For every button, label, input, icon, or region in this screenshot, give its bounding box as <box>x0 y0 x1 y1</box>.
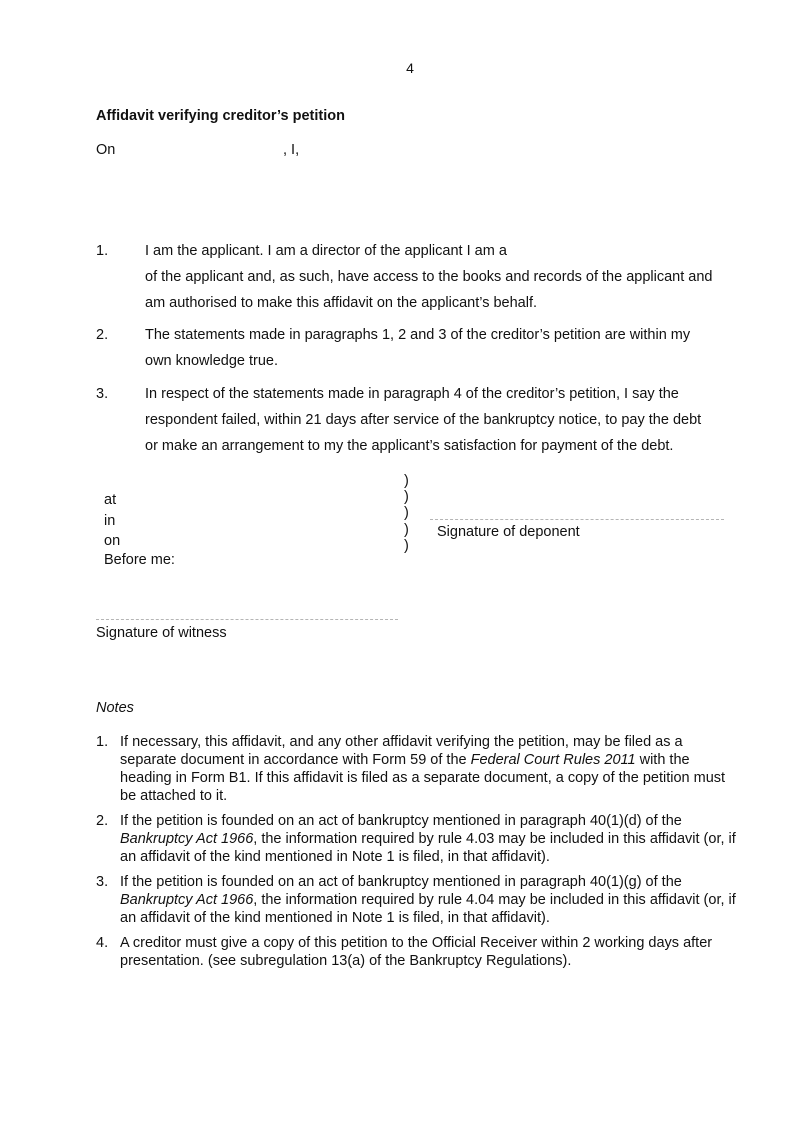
jurat-bracket: ) <box>404 522 409 538</box>
note-text: If necessary, this affidavit, and any other affidavit verifying the petition, may be filed as a separate document in accordance with Form 59 of the <box>120 734 683 768</box>
i-label: , I, <box>283 142 300 158</box>
document-heading: Affidavit verifying creditor’s petition <box>96 108 345 124</box>
notes-list <box>96 733 736 977</box>
note-number: 3. <box>96 874 109 890</box>
paragraph-line: I am the applicant. I am a director of the applicant I am a <box>145 243 507 259</box>
note-text: , the information required by rule 4.04 may be included in this affidavit (or, if an affidavit of the kind mentioned in Note 1 is filed, in that affidavit). <box>120 892 736 926</box>
jurat-bracket: ) <box>404 538 409 554</box>
note-number: 1. <box>96 734 109 750</box>
paragraph-line: or make an arrangement to my the applicant’s satisfaction for payment of the debt. <box>145 438 674 454</box>
paragraph-line: own knowledge true. <box>145 353 278 369</box>
deponent-signature-label: Signature of deponent <box>437 524 580 540</box>
paragraph-line: respondent failed, within 21 days after service of the bankruptcy notice, to pay the debt <box>145 412 702 428</box>
jurat-bracket: ) <box>404 473 409 489</box>
jurat-bracket: ) <box>404 489 409 505</box>
paragraph-number: 3. <box>96 386 109 402</box>
on-label: On <box>96 142 116 158</box>
witness-signature-line <box>96 619 398 620</box>
paragraph-3 <box>96 381 736 459</box>
jurat-on-label: on <box>104 533 121 549</box>
notes-title: Notes <box>96 700 134 716</box>
note-text: A creditor must give a copy of this petition to the Official Receiver within 2 working days after presentation. (see subregulation 13(a) of the Bankruptcy Regulations). <box>120 935 713 969</box>
note-item <box>96 873 736 927</box>
deponent-signature-line <box>430 519 724 520</box>
note-item <box>96 934 736 970</box>
page-number: 4 <box>406 60 414 76</box>
note-item <box>96 812 736 866</box>
paragraph-line: The statements made in paragraphs 1, 2 and 3 of the creditor’s petition are within my <box>145 327 691 343</box>
jurat-before-me-label: Before me: <box>104 552 175 568</box>
paragraph-line: of the applicant and, as such, have access to the books and records of the applicant and <box>145 269 713 285</box>
note-text: If the petition is founded on an act of bankruptcy mentioned in paragraph 40(1)(d) of the <box>120 813 682 829</box>
note-text: , the information required by rule 4.03 may be included in this affidavit (or, if an affidavit of the kind mentioned in Note 1 is filed, in that affidavit). <box>120 831 736 865</box>
note-citation: Bankruptcy Act 1966 <box>120 831 254 847</box>
jurat-in-label: in <box>104 513 116 529</box>
paragraph-number: 1. <box>96 243 109 259</box>
jurat-bracket: ) <box>404 505 409 521</box>
note-citation: Bankruptcy Act 1966 <box>120 892 254 908</box>
paragraph-2 <box>96 322 736 374</box>
note-citation: Federal Court Rules 2011 <box>470 752 636 768</box>
witness-signature-label: Signature of witness <box>96 625 227 641</box>
note-number: 4. <box>96 935 109 951</box>
paragraph-line: am authorised to make this affidavit on the applicant’s behalf. <box>145 295 538 311</box>
paragraph-number: 2. <box>96 327 109 343</box>
note-text: If the petition is founded on an act of bankruptcy mentioned in paragraph 40(1)(g) of the <box>120 874 682 890</box>
note-item <box>96 733 736 805</box>
paragraph-line: In respect of the statements made in paragraph 4 of the creditor’s petition, I say the <box>145 386 679 402</box>
jurat-at-label: at <box>104 492 117 508</box>
note-text: with the heading in Form B1. If this affidavit is filed as a separate document, a copy of the petition must be attached to it. <box>120 752 726 804</box>
note-number: 2. <box>96 813 109 829</box>
paragraph-1 <box>96 238 736 316</box>
